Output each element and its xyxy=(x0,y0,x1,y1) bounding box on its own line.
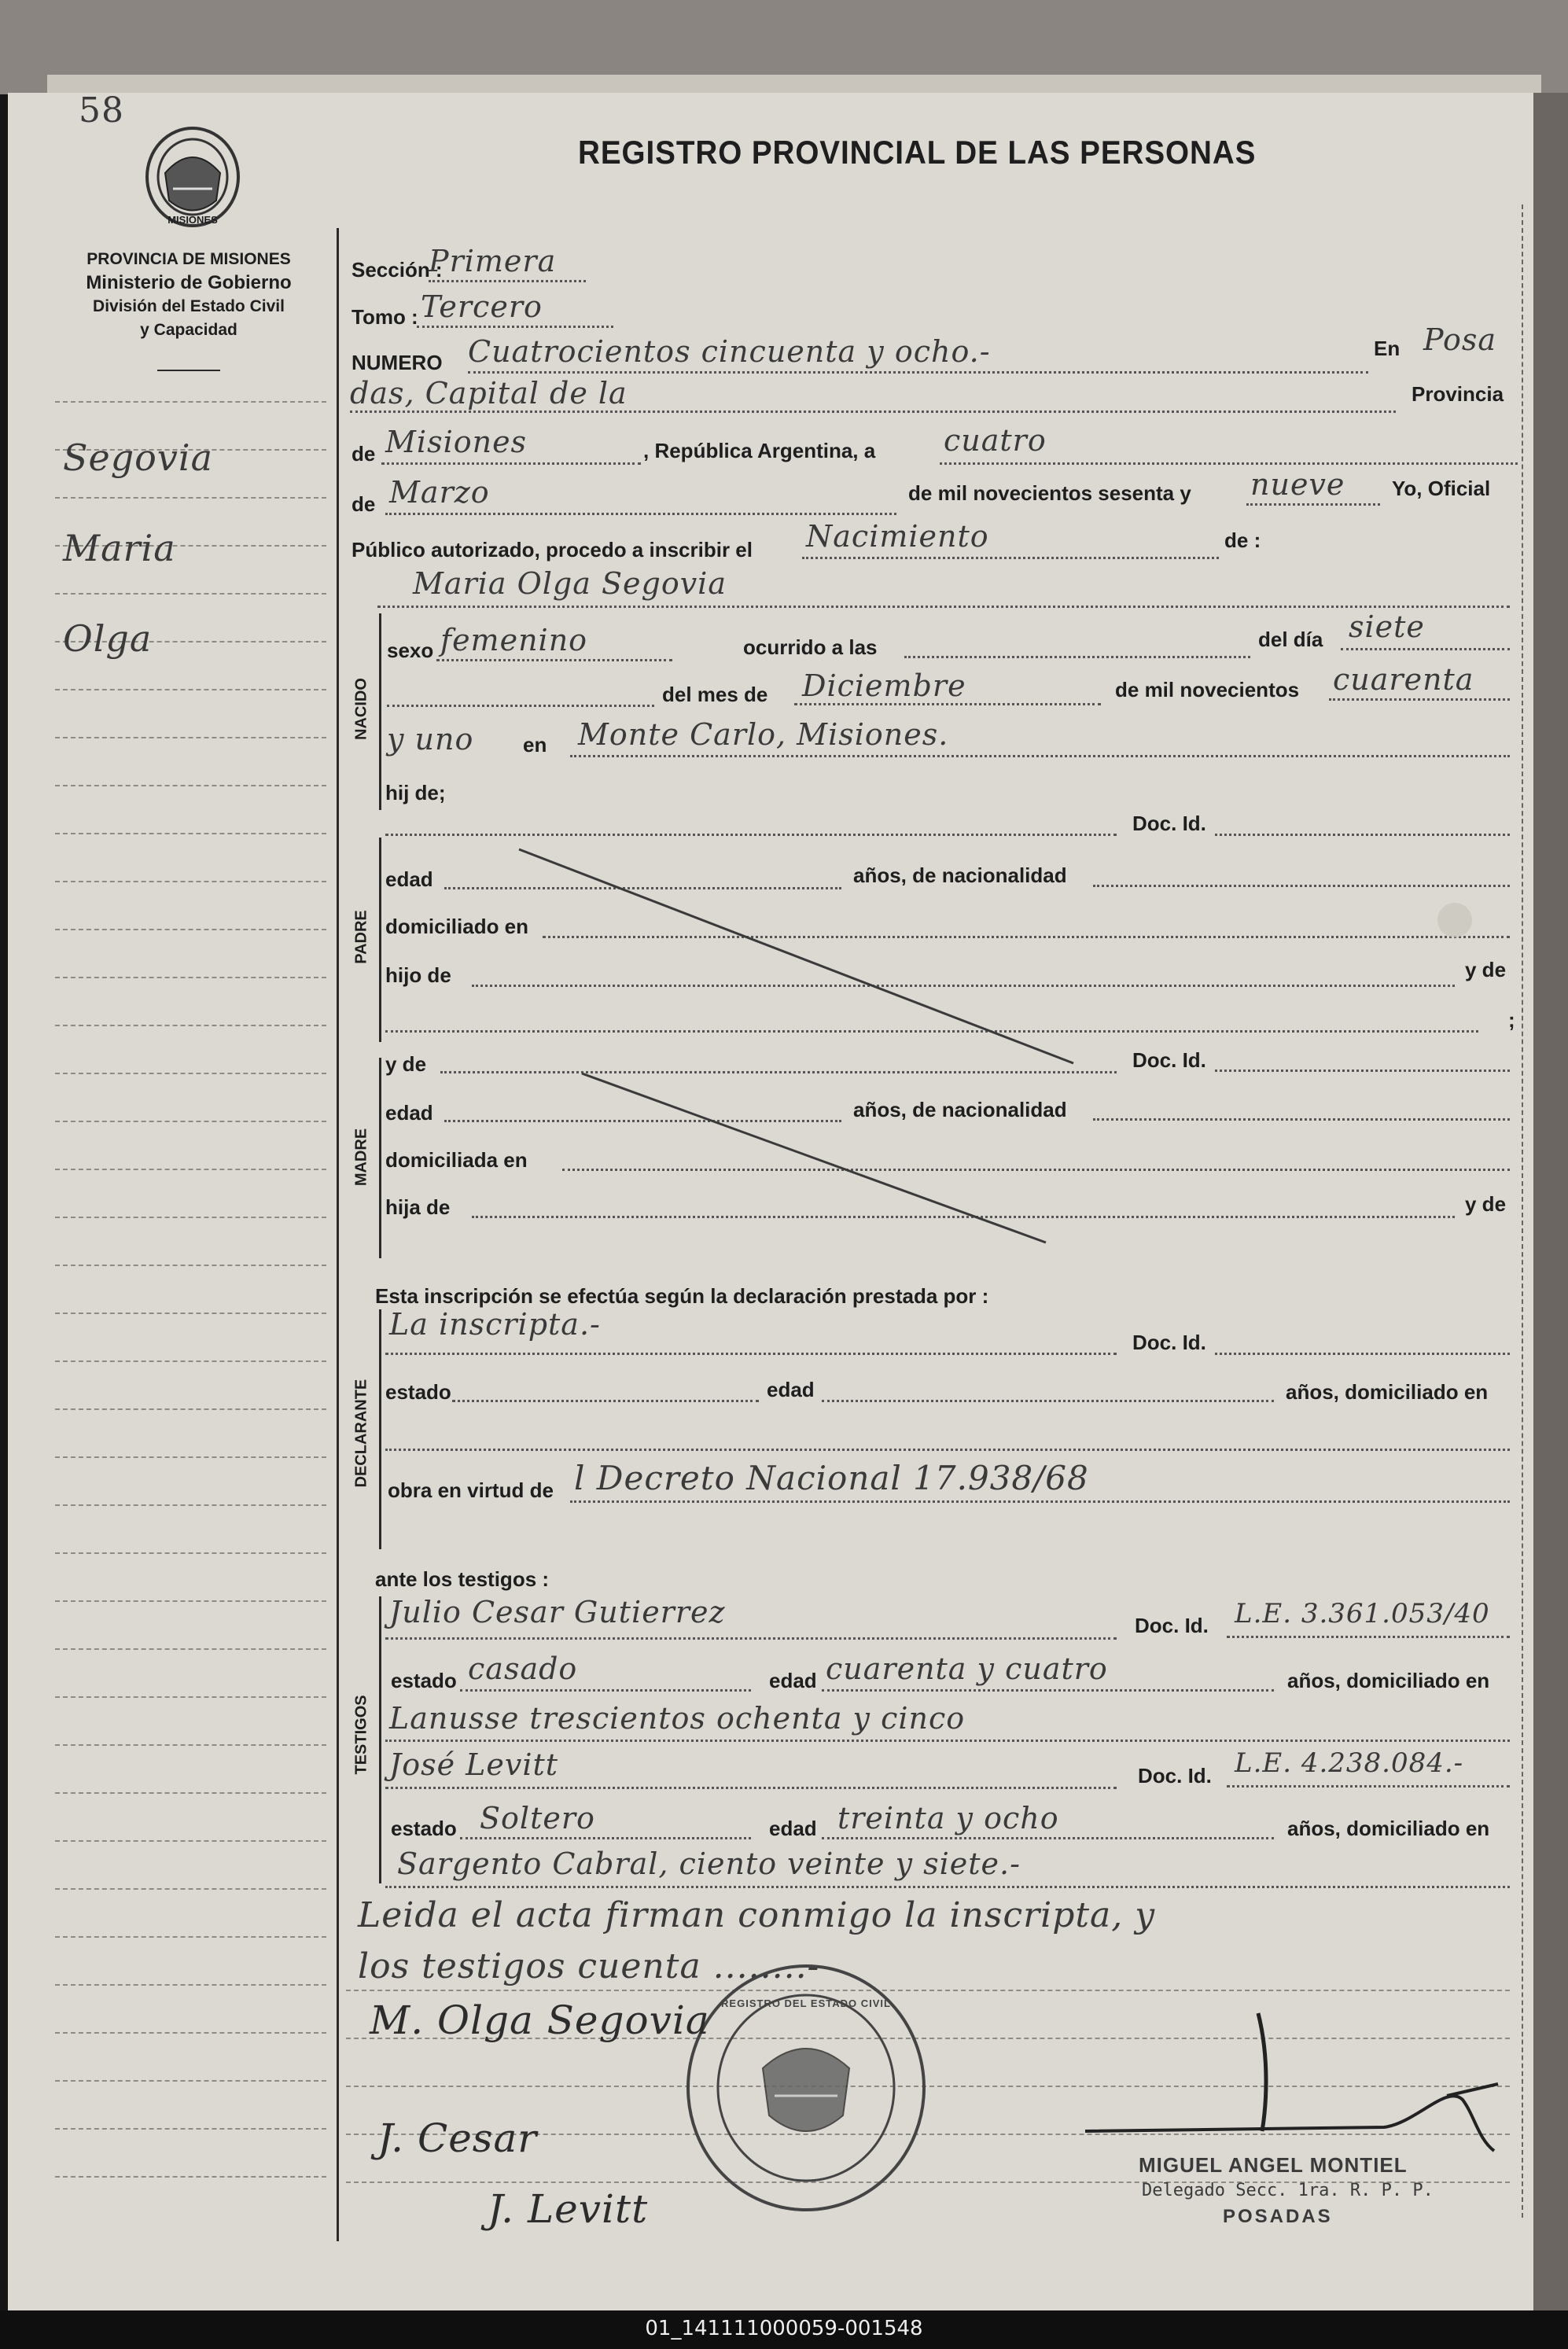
label-provincia: Provincia xyxy=(1412,382,1504,406)
value-provincia: Misiones xyxy=(385,425,528,459)
value-lugar-nac: Monte Carlo, Misiones. xyxy=(578,717,949,752)
label-numero: NUMERO xyxy=(352,351,443,374)
value-nombre: Maria Olga Segovia xyxy=(413,566,727,601)
margin-surname: Segovia xyxy=(63,436,213,479)
value-tomo: Tercero xyxy=(421,289,543,324)
label-ocurrido: ocurrido a las xyxy=(743,635,878,659)
label-doc-id-testigo2: Doc. Id. xyxy=(1138,1764,1212,1788)
label-en-lugar: en xyxy=(523,733,547,757)
closing-line-1: Leida el acta firman conmigo la inscripta, y xyxy=(358,1895,1156,1935)
label-hijo-de: hijo de xyxy=(385,963,451,987)
label-semicolon: ; xyxy=(1508,1008,1515,1032)
label-obra: obra en virtud de xyxy=(388,1478,554,1502)
value-testigo2-nombre: José Levitt xyxy=(389,1747,559,1782)
issuer-line-3: División del Estado Civil xyxy=(93,297,285,315)
official-title: Delegado Secc. 1ra. R. P. P. xyxy=(1142,2181,1434,2200)
official-city: POSADAS xyxy=(1223,2206,1333,2227)
seal-label: MISIONES xyxy=(167,214,218,226)
label-del-mes: del mes de xyxy=(662,683,768,706)
label-doc-id-declarante: Doc. Id. xyxy=(1132,1331,1206,1354)
label-anios-domic-declarante: años, domiciliado en xyxy=(1286,1380,1489,1404)
label-mil-nov: de mil novecientos xyxy=(1115,678,1300,701)
label-edad-padre: edad xyxy=(385,867,433,891)
label-y-de-madre: y de xyxy=(385,1052,427,1076)
label-hij-de: hij de; xyxy=(385,781,446,804)
label-estado-testigo1: estado xyxy=(391,1669,457,1692)
official-name: MIGUEL ANGEL MONTIEL xyxy=(1139,2153,1408,2177)
signature-testigo-1: J. Cesar xyxy=(377,2115,538,2161)
label-anios-domic-testigo2: años, domiciliado en xyxy=(1287,1817,1490,1840)
label-edad-declarante: edad xyxy=(767,1378,815,1401)
label-doc-id-testigo1: Doc. Id. xyxy=(1135,1614,1209,1637)
label-hija-de: hija de xyxy=(385,1195,451,1219)
value-mes-nac: Diciembre xyxy=(802,668,966,703)
value-dia-inscripcion: cuatro xyxy=(944,423,1047,458)
value-testigo1-edad: cuarenta y cuatro xyxy=(826,1651,1108,1686)
label-doc-id-madre: Doc. Id. xyxy=(1132,1048,1206,1072)
issuer-line-2: Ministerio de Gobierno xyxy=(86,272,292,293)
margin-second-name: Olga xyxy=(63,617,153,660)
value-testigo1-doc: L.E. 3.361.053/40 xyxy=(1235,1598,1490,1629)
label-sexo: sexo xyxy=(387,639,434,662)
label-mil-novecientos: de mil novecientos sesenta y xyxy=(908,481,1191,505)
section-declarante: DECLARANTE xyxy=(352,1379,370,1488)
label-republica: , República Argentina, a xyxy=(643,439,876,462)
label-estado-testigo2: estado xyxy=(391,1817,457,1840)
issuer-line-1: PROVINCIA DE MISIONES xyxy=(86,250,291,268)
label-anios-nac-padre: años, de nacionalidad xyxy=(853,863,1067,887)
value-city-1: Posa xyxy=(1423,322,1497,357)
label-tomo: Tomo : xyxy=(352,305,418,329)
value-anio: nueve xyxy=(1250,467,1345,502)
value-testigo2-edad: treinta y ocho xyxy=(837,1801,1059,1835)
label-anios-nac-madre: años, de nacionalidad xyxy=(853,1098,1067,1121)
value-testigo2-estado: Soltero xyxy=(480,1801,595,1835)
value-declarante: La inscripta.- xyxy=(389,1307,601,1342)
label-domiciliado-padre: domiciliado en xyxy=(385,915,529,938)
issuer-line-4: y Capacidad xyxy=(140,321,237,339)
label-y-de-madre-2: y de xyxy=(1465,1192,1507,1216)
label-seccion: Sección : xyxy=(352,258,443,282)
margin-first-name: Maria xyxy=(63,527,176,569)
label-declaracion: Esta inscripción se efectúa según la declaración prestada por : xyxy=(375,1284,989,1308)
stamp-label: REGISTRO DEL ESTADO CIVIL xyxy=(721,1997,891,2009)
image-caption: 01_141111000059-001548 xyxy=(645,2317,923,2340)
section-madre: MADRE xyxy=(352,1128,370,1187)
label-publico: Público autorizado, procedo a inscribir el xyxy=(352,538,753,561)
value-anio-nac-2: y uno xyxy=(387,722,474,757)
label-anios-domic-testigo1: años, domiciliado en xyxy=(1287,1669,1490,1692)
label-doc-id-nacido: Doc. Id. xyxy=(1132,812,1206,835)
section-testigos: TESTIGOS xyxy=(352,1695,370,1775)
section-nacido: NACIDO xyxy=(352,678,370,740)
value-testigo1-estado: casado xyxy=(468,1651,578,1686)
value-testigo1-nombre: Julio Cesar Gutierrez xyxy=(389,1595,726,1629)
closing-line-2: los testigos cuenta ........- xyxy=(358,1946,820,1986)
label-de-colon: de : xyxy=(1224,528,1261,552)
label-yo-oficial: Yo, Oficial xyxy=(1392,477,1491,500)
value-numero: Cuatrocientos cincuenta y ocho.- xyxy=(468,334,991,369)
label-de-mes: de xyxy=(352,492,376,516)
signature-inscripta: M. Olga Segovia xyxy=(370,1997,710,2043)
value-dia-nac: siete xyxy=(1349,609,1425,644)
label-edad-testigo2: edad xyxy=(769,1817,817,1840)
value-sexo: femenino xyxy=(440,623,588,657)
label-ante-testigos: ante los testigos : xyxy=(375,1567,550,1591)
value-mes-inscripcion: Marzo xyxy=(389,475,490,510)
value-testigo2-domicilio: Sargento Cabral, ciento veinte y siete.- xyxy=(397,1846,1021,1881)
value-city-2: das, Capital de la xyxy=(350,376,628,411)
label-domiciliada-madre: domiciliada en xyxy=(385,1148,528,1172)
signature-testigo-2: J. Levitt xyxy=(488,2186,649,2232)
section-padre: PADRE xyxy=(352,910,370,964)
label-de: de xyxy=(352,442,376,466)
value-testigo1-domicilio: Lanusse trescientos ochenta y cinco xyxy=(389,1701,966,1736)
page-number: 58 xyxy=(79,90,124,131)
value-decreto: l Decreto Nacional 17.938/68 xyxy=(574,1459,1089,1497)
value-anio-nac-1: cuarenta xyxy=(1333,662,1474,697)
value-seccion: Primera xyxy=(429,244,557,278)
label-en: En xyxy=(1374,337,1401,360)
label-edad-madre: edad xyxy=(385,1101,433,1125)
value-testigo2-doc: L.E. 4.238.084.- xyxy=(1235,1747,1464,1779)
page-title: REGISTRO PROVINCIAL DE LAS PERSONAS xyxy=(578,134,1257,171)
label-del-dia: del día xyxy=(1258,628,1323,651)
value-acto: Nacimiento xyxy=(806,519,989,554)
label-estado-declarante: estado xyxy=(385,1380,451,1404)
label-edad-testigo1: edad xyxy=(769,1669,817,1692)
label-y-de-padre: y de xyxy=(1465,958,1507,981)
